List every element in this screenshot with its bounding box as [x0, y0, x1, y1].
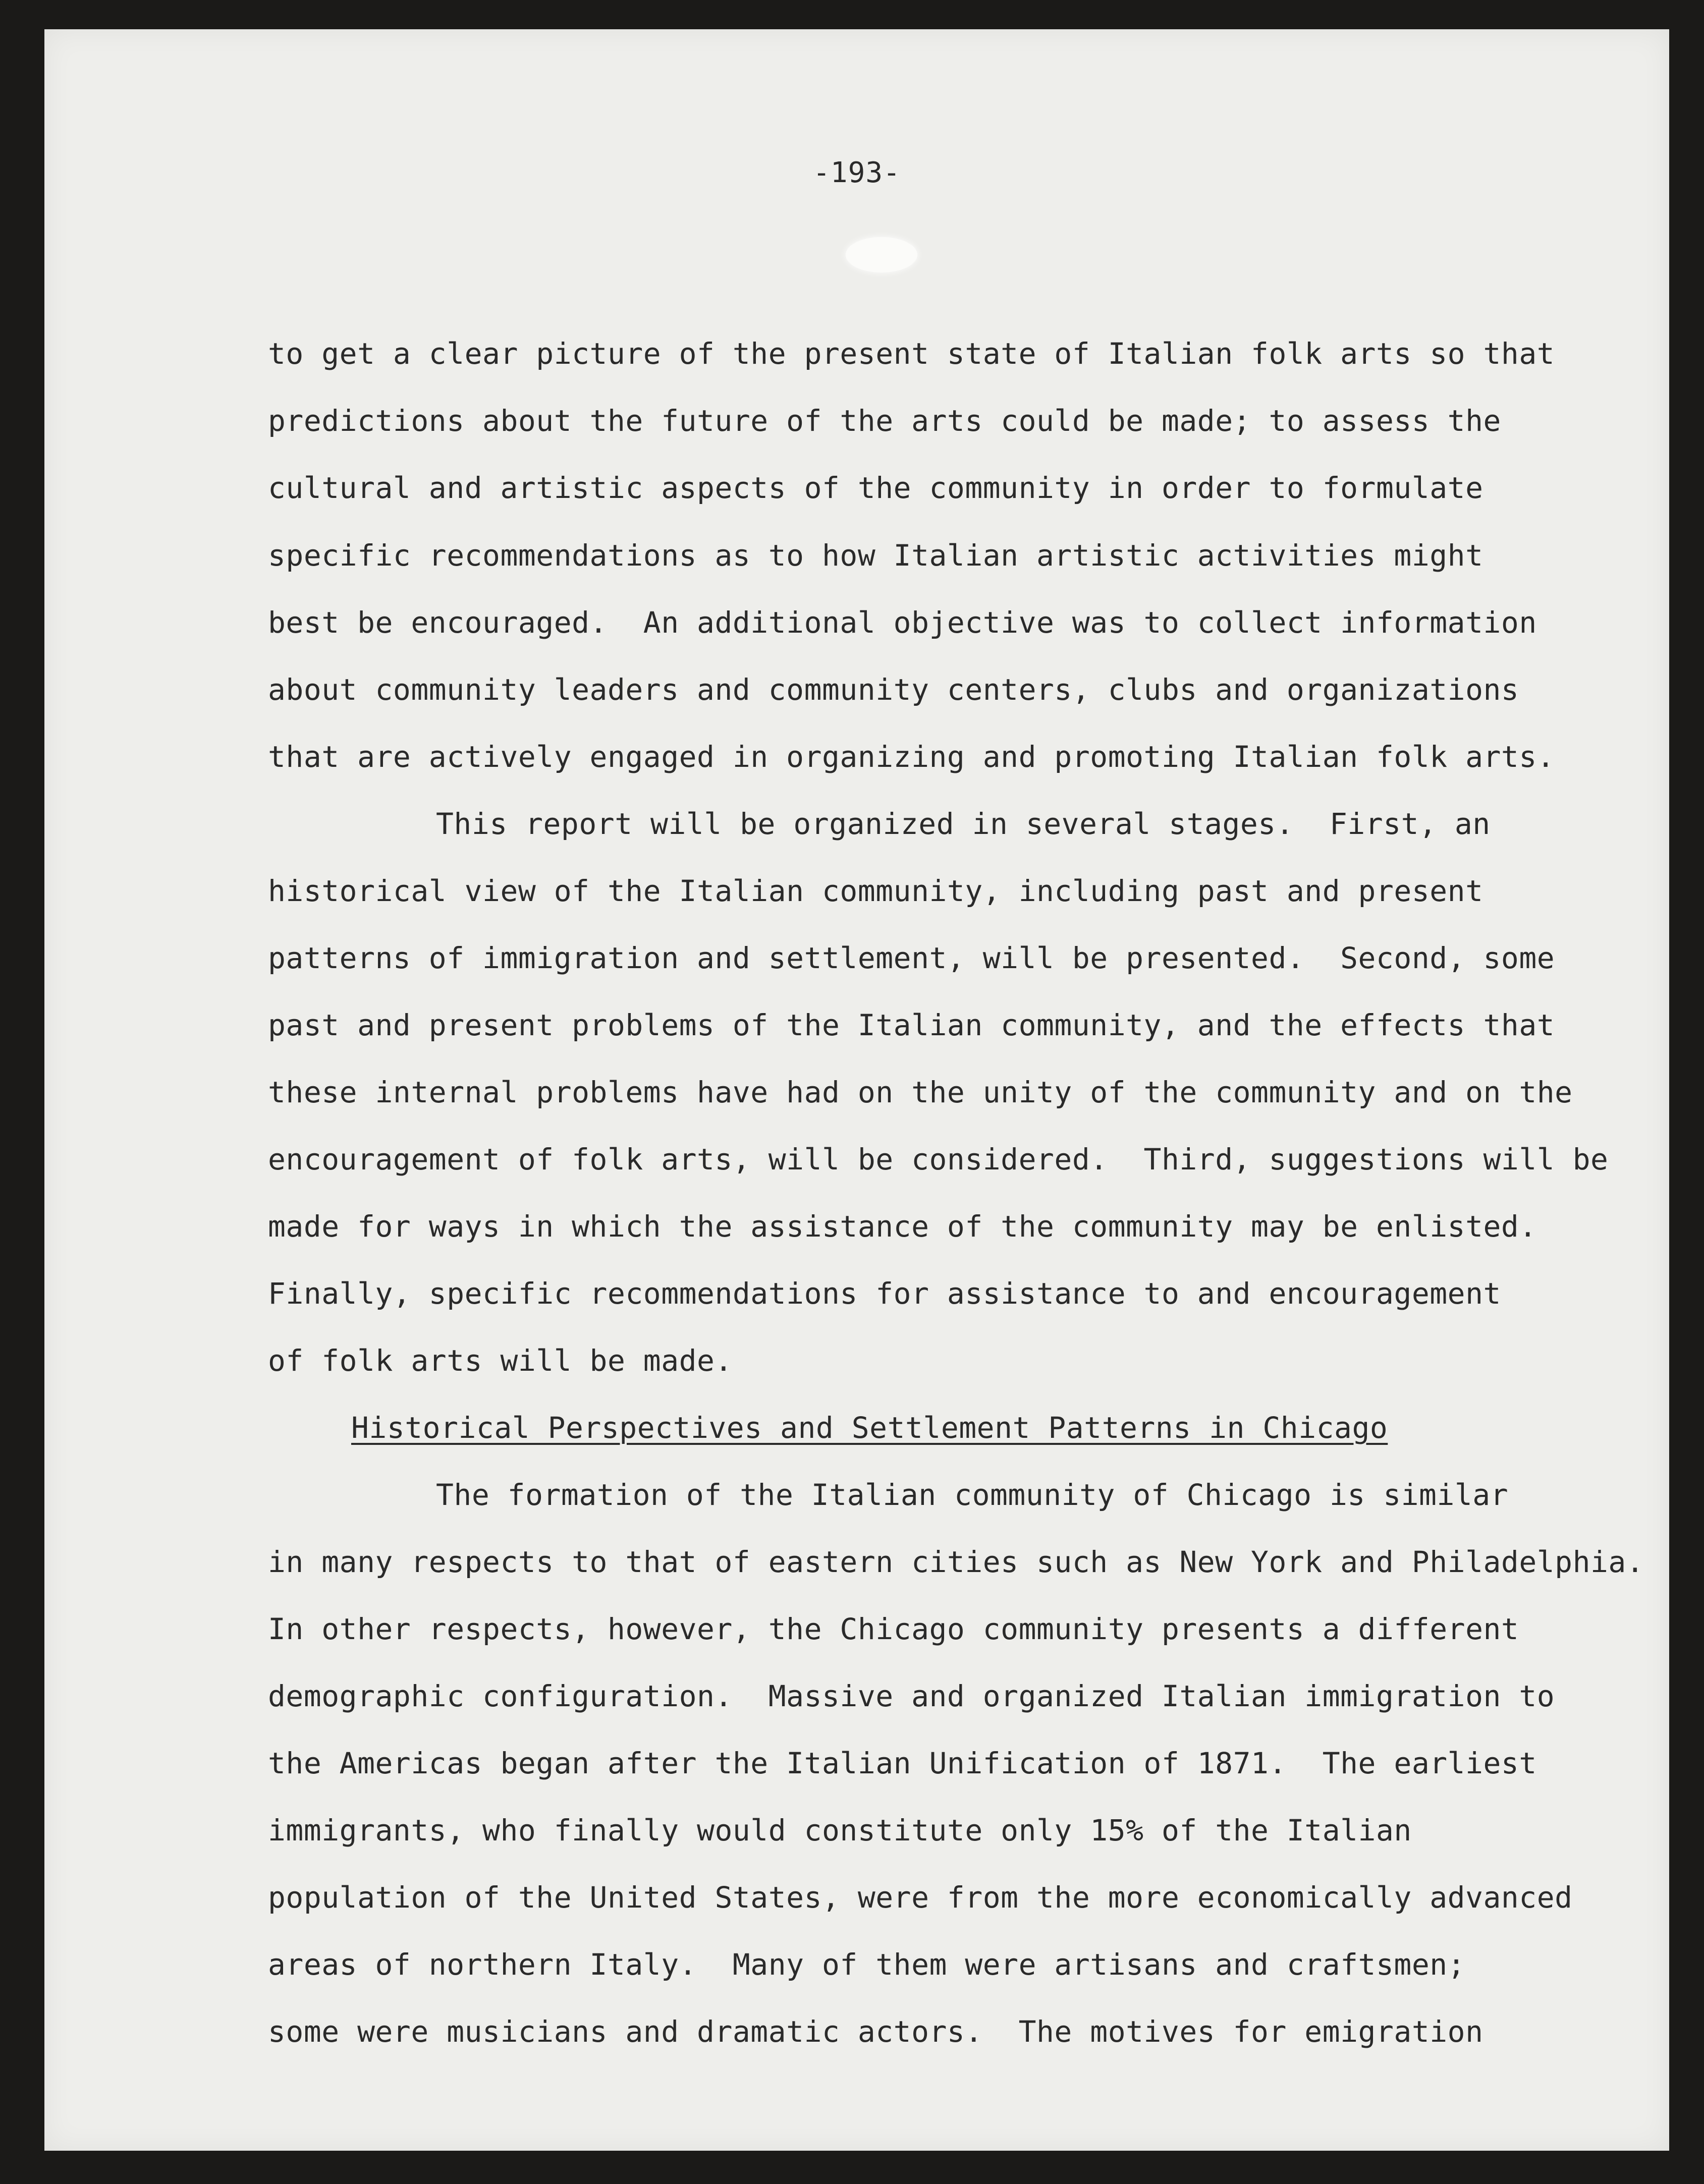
text-line: best be encouraged. An additional objective was to collect information [268, 605, 1537, 640]
text-line: in many respects to that of eastern cities such as New York and Philadelphia. [268, 1545, 1644, 1579]
text-line: population of the United States, were from the more economically advanced [268, 1880, 1573, 1915]
text-line: the Americas began after the Italian Unification of 1871. The earliest [268, 1746, 1537, 1780]
text-line: The formation of the Italian community of Chicago is similar [436, 1478, 1509, 1512]
section-heading: Historical Perspectives and Settlement Patterns in Chicago [351, 1411, 1388, 1445]
text-line: predictions about the future of the arts could be made; to assess the [268, 404, 1501, 438]
text-line: some were musicians and dramatic actors. The motives for emigration [268, 2014, 1483, 2049]
text-line: Finally, specific recommendations for assistance to and encouragement [268, 1276, 1501, 1311]
text-line: made for ways in which the assistance of the community may be enlisted. [268, 1209, 1537, 1244]
text-line: that are actively engaged in organizing and promoting Italian folk arts. [268, 740, 1555, 774]
text-line: encouragement of folk arts, will be considered. Third, suggestions will be [268, 1142, 1609, 1177]
text-line: areas of northern Italy. Many of them were artisans and craftsmen; [268, 1947, 1466, 1982]
text-line: of folk arts will be made. [268, 1343, 733, 1378]
text-line: This report will be organized in several stages. First, an [436, 807, 1491, 841]
text-line: immigrants, who finally would constitute only 15% of the Italian [268, 1813, 1412, 1847]
text-line: past and present problems of the Italian community, and the effects that [268, 1008, 1555, 1042]
text-line: cultural and artistic aspects of the community in order to formulate [268, 471, 1483, 505]
text-line: specific recommendations as to how Italian artistic activities might [268, 538, 1483, 573]
text-line: patterns of immigration and settlement, will be presented. Second, some [268, 941, 1555, 975]
paper-smudge [846, 237, 917, 272]
page-number: -193- [813, 156, 901, 189]
text-line: to get a clear picture of the present state of Italian folk arts so that [268, 337, 1555, 371]
text-line: about community leaders and community centers, clubs and organizations [268, 673, 1519, 707]
text-line: In other respects, however, the Chicago community presents a different [268, 1612, 1519, 1646]
text-line: demographic configuration. Massive and organized Italian immigration to [268, 1679, 1555, 1713]
document-page [44, 29, 1669, 2151]
text-line: historical view of the Italian community, including past and present [268, 874, 1483, 908]
text-line: these internal problems have had on the unity of the community and on the [268, 1075, 1573, 1109]
